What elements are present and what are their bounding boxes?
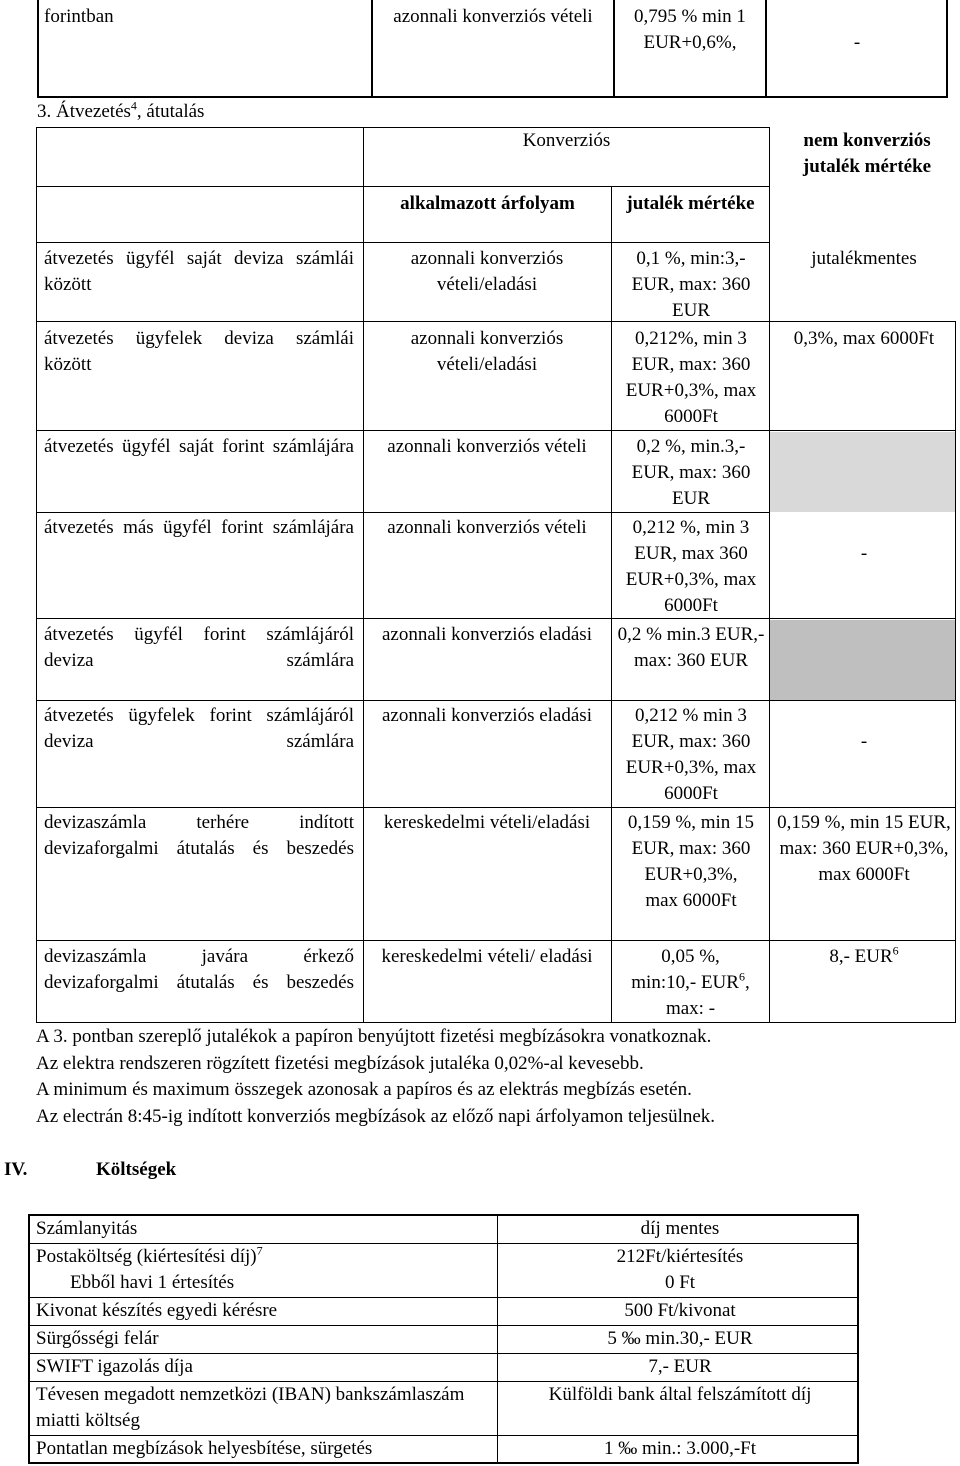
row-5-fee: 0,2 % min.3 EUR,- max: 360 EUR xyxy=(617,624,765,671)
row-8-fee: 0,05 %, min:10,- EUR$^6$, max: - xyxy=(631,946,750,1019)
row-1-desc: átvezetés ügyfél saját deviza számlái között xyxy=(44,248,354,295)
row-7-desc: devizaszámla terhére indított devizaforgalmi átutalás és beszedés xyxy=(44,812,354,859)
row-7-nonconv: 0,159 %, min 15 EUR, max: 360 EUR+0,3%, max 6000Ft xyxy=(777,812,951,885)
top-row-nonconv: - xyxy=(853,32,861,53)
cost-value-urgent: 5 ‰ min.30,- EUR xyxy=(607,1328,753,1349)
note-2: Az elektra rendszeren rögzített fizetési megbízások jutaléka 0,02%-al kevesebb. xyxy=(36,1052,644,1074)
row-7-rate: kereskedelmi vételi/eladási xyxy=(383,812,591,833)
cost-value-postage: 212Ft/kiértesítés xyxy=(616,1246,744,1267)
cost-value-correction: 1 ‰ min.: 3.000,-Ft xyxy=(603,1438,756,1459)
cost-value-swift: 7,- EUR xyxy=(648,1356,712,1377)
cost-value-statement: 500 Ft/kivonat xyxy=(624,1300,736,1321)
row-4-fee: 0,212 %, min 3 EUR, max 360 EUR+0,3%, max 6000Ft xyxy=(625,517,757,616)
cost-value-monthly-notice: 0 Ft xyxy=(664,1272,696,1293)
cost-value-iban-error: Külföldi bank által felszámított díj xyxy=(548,1384,812,1405)
row-7-fee: 0,159 %, min 15 EUR, max: 360 EUR+0,3%, max 6000Ft xyxy=(627,812,755,911)
header-nonconversion-fee: nem konverziós jutalék mértéke xyxy=(802,130,932,177)
note-1: A 3. pontban szereplő jutalékok a papíron benyújtott fizetési megbízásokra vonatkoznak. xyxy=(36,1026,712,1047)
section-4-title: Költségek xyxy=(96,1159,177,1180)
cost-label-statement: Kivonat készítés egyedi kérésre xyxy=(36,1300,278,1321)
section-3-number: 3. xyxy=(37,101,52,122)
row-3-fee: 0,2 %, min.3,- EUR, max: 360 EUR xyxy=(631,436,751,509)
row-3-rate: azonnali konverziós vételi xyxy=(387,436,587,457)
row-1-rate: azonnali konverziós vételi/eladási xyxy=(410,248,564,295)
section-3-title: Átvezetés$^4$, átutalás xyxy=(56,98,205,122)
row-6-desc: átvezetés ügyfelek forint számlájáról deviza számlára xyxy=(44,705,354,752)
row-8-nonconv: 8,- EUR$^6$ xyxy=(829,943,899,967)
row-2-desc: átvezetés ügyfelek deviza számlái között xyxy=(44,328,354,375)
row-2-rate: azonnali konverziós vételi/eladási xyxy=(410,328,564,375)
cost-label-urgent: Sürgősségi felár xyxy=(36,1328,159,1349)
header-conversion: Konverziós xyxy=(522,130,611,151)
section-4-number: IV. xyxy=(4,1159,28,1180)
cost-label-monthly-notice: Ebből havi 1 értesítés xyxy=(70,1272,235,1293)
cost-value-account-opening: díj mentes xyxy=(640,1218,720,1239)
row-1-nonconv: jutalékmentes xyxy=(811,248,917,269)
note-4: Az electrán 8:45-ig indított konverziós megbízások az előző napi árfolyamon teljesülnek. xyxy=(36,1105,716,1127)
fee-notes xyxy=(36,1024,916,1130)
row-4-rate: azonnali konverziós vételi xyxy=(387,517,587,538)
row-2-nonconv: 0,3%, max 6000Ft xyxy=(793,328,935,349)
row-8-rate: kereskedelmi vételi/ eladási xyxy=(381,946,593,967)
note-3: A minimum és maximum összegek azonosak a papíros és az elektrás megbízás esetén. xyxy=(36,1079,692,1100)
cost-label-account-opening: Számlanyitás xyxy=(36,1218,138,1239)
cost-label-postage: Postaköltség (kiértesítési díj)$^7$ xyxy=(36,1243,263,1267)
row-6-fee: 0,212 % min 3 EUR, max: 360 EUR+0,3%, max 6000Ft xyxy=(625,705,757,804)
row-5-desc: átvezetés ügyfél forint számlájáról deviza számlára xyxy=(44,624,354,671)
row-6-rate: azonnali konverziós eladási xyxy=(382,705,592,726)
header-applied-rate: alkalmazott árfolyam xyxy=(400,193,575,214)
gray-cell-2 xyxy=(769,620,955,700)
row-1-fee: 0,1 %, min:3,- EUR, max: 360 EUR xyxy=(631,248,751,321)
top-row-desc: forintban xyxy=(44,6,114,27)
top-row-rate: azonnali konverziós vételi xyxy=(393,6,593,27)
cost-label-iban-error: Tévesen megadott nemzetközi (IBAN) bankszámlaszám miatti költség xyxy=(36,1384,465,1431)
row-4-nonconv: - xyxy=(860,543,868,564)
row-3-desc: átvezetés ügyfél saját forint számlájára xyxy=(44,436,354,457)
gray-cell-1 xyxy=(769,432,955,512)
header-fee-amount: jutalék mértéke xyxy=(626,193,755,214)
row-4-desc: átvezetés más ügyfél forint számlájára xyxy=(44,517,354,538)
top-row-fee: 0,795 % min 1 EUR+0,6%, xyxy=(634,6,746,53)
section-3-heading xyxy=(37,99,204,125)
row-2-fee: 0,212%, min 3 EUR, max: 360 EUR+0,3%, max 6000Ft xyxy=(625,328,757,427)
cost-label-correction: Pontatlan megbízások helyesbítése, sürgetés xyxy=(36,1438,373,1459)
row-8-desc: devizaszámla javára érkező devizaforgalmi átutalás és beszedés xyxy=(44,946,354,993)
row-6-nonconv: - xyxy=(860,731,868,752)
row-5-rate: azonnali konverziós eladási xyxy=(382,624,592,645)
cost-label-swift: SWIFT igazolás díja xyxy=(36,1356,193,1377)
